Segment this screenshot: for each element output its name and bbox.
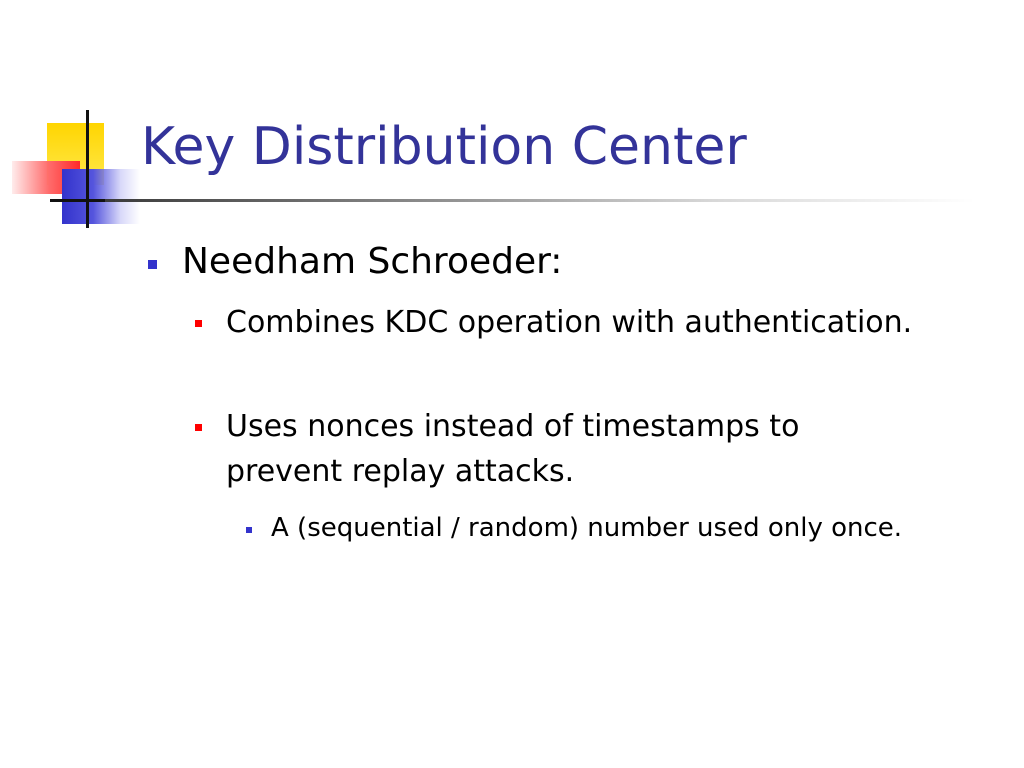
bullet-level2-uses-nonces [226,404,916,494]
bullet-level1-needham-schroeder [182,238,982,286]
bullet-text: Combines KDC operation with authentication. [226,305,913,340]
bullet-level3-nonce-definition [271,507,931,550]
bullet-text: Uses nonces instead of timestamps to prevent replay attacks. [226,409,800,489]
bullet-text: Needham Schroeder: [182,241,563,282]
decorative-blue-square [62,169,140,224]
square-bullet-icon [195,320,202,327]
bullet-text: A (sequential / random) number used only once. [271,513,903,543]
title-underline-rule [105,199,975,202]
bullet-level2-combines-kdc [226,300,916,345]
square-bullet-icon [246,527,252,533]
decorative-vertical-line [86,110,89,228]
square-bullet-icon [148,260,157,269]
slide-title: Key Distribution Center [141,117,747,177]
square-bullet-icon [195,424,202,431]
